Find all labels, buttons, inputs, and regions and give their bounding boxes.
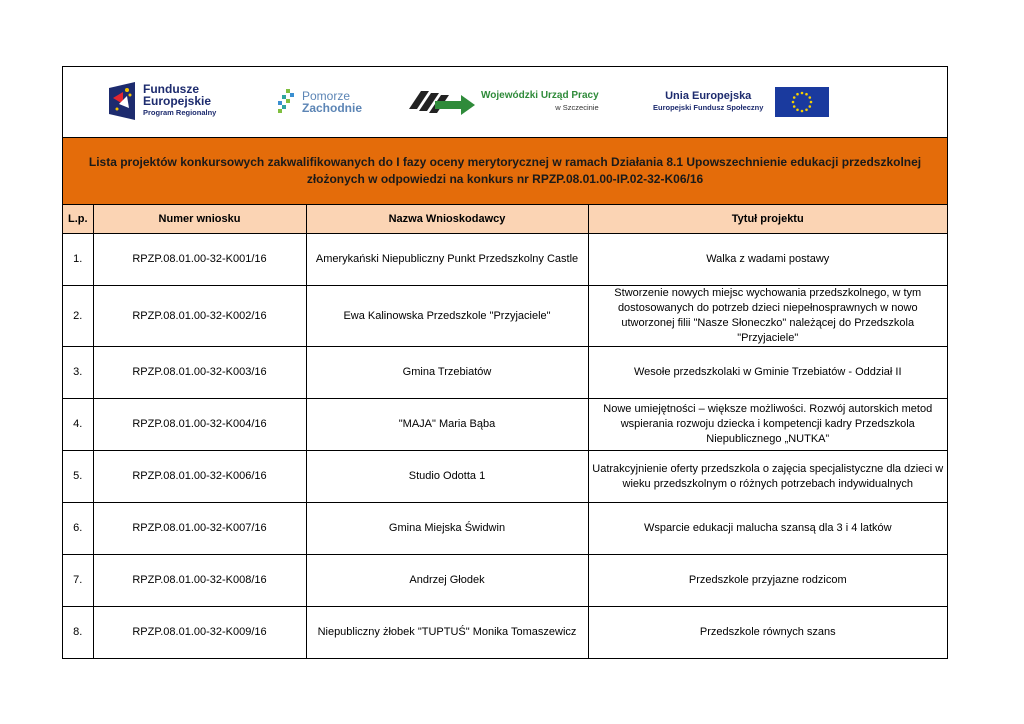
- fundusze-line1: Fundusze: [143, 82, 199, 96]
- cell-nazwa: Ewa Kalinowska Przedszkole "Przyjaciele": [306, 286, 588, 347]
- table-row: [63, 399, 947, 451]
- eu-flag-icon: [775, 87, 829, 117]
- header-tytul-projektu: Tytuł projektu: [588, 205, 947, 234]
- table-header-row: [63, 205, 947, 234]
- pomorze-zachodnie-mark-icon: [276, 87, 298, 117]
- cell-numer: RPZP.08.01.00-32-K007/16: [93, 503, 306, 555]
- title-band: [63, 138, 947, 205]
- cell-tytul: Uatrakcyjnienie oferty przedszkola o zajęcia specjalistyczne dla dzieci w wieku przedszkolnym o różnych potrzebach indywidualnych: [588, 451, 947, 503]
- cell-lp: 7.: [63, 555, 93, 607]
- table-row: [63, 347, 947, 399]
- table-row: [63, 234, 947, 286]
- cell-tytul: Stworzenie nowych miejsc wychowania przedszkolnego, w tym dostosowanych do potrzeb dzieci niepełnosprawnych w nowo utworzonej filii "Nasze Słoneczko" należącej do Przedszkola "Przyjaciele": [588, 286, 947, 347]
- cell-numer: RPZP.08.01.00-32-K003/16: [93, 347, 306, 399]
- header-nazwa-wnioskodawcy: Nazwa Wnioskodawcy: [306, 205, 588, 234]
- wup-arrow-icon: [409, 87, 475, 117]
- projects-table: [63, 205, 947, 659]
- cell-tytul: Wsparcie edukacji malucha szansą dla 3 i 4 latków: [588, 503, 947, 555]
- cell-numer: RPZP.08.01.00-32-K006/16: [93, 451, 306, 503]
- cell-lp: 4.: [63, 399, 93, 451]
- cell-nazwa: Amerykański Niepubliczny Punkt Przedszkolny Castle: [306, 234, 588, 286]
- wup-line2: w Szczecinie: [555, 103, 599, 112]
- cell-numer: RPZP.08.01.00-32-K008/16: [93, 555, 306, 607]
- cell-nazwa: "MAJA" Maria Bąba: [306, 399, 588, 451]
- cell-nazwa: Gmina Miejska Świdwin: [306, 503, 588, 555]
- logo-band: [63, 67, 947, 138]
- cell-lp: 3.: [63, 347, 93, 399]
- table-row: [63, 555, 947, 607]
- header-numer-wniosku: Numer wniosku: [93, 205, 306, 234]
- ue-line2: Europejski Fundusz Społeczny: [653, 103, 764, 112]
- cell-nazwa: Studio Odotta 1: [306, 451, 588, 503]
- cell-nazwa: Andrzej Głodek: [306, 555, 588, 607]
- cell-numer: RPZP.08.01.00-32-K004/16: [93, 399, 306, 451]
- cell-lp: 8.: [63, 607, 93, 659]
- header-lp: L.p.: [63, 205, 93, 234]
- cell-tytul: Walka z wadami postawy: [588, 234, 947, 286]
- ue-line1: Unia Europejska: [665, 90, 752, 102]
- cell-nazwa: Niepubliczny żłobek "TUPTUŚ" Monika Tomaszewicz: [306, 607, 588, 659]
- cell-lp: 6.: [63, 503, 93, 555]
- cell-tytul: Nowe umiejętności – większe możliwości. Rozwój autorskich metod wspierania rozwoju dziecka i kompetencji kadry Przedszkola Niepublicznego „NUTKA”: [588, 399, 947, 451]
- title-line1: Lista projektów konkursowych zakwalifikowanych do I fazy oceny merytorycznej w ramach Działania 8.1 Upowszechnienie edukacji przedszkolnej: [88, 155, 922, 169]
- unia-europejska-logo: [653, 87, 829, 117]
- table-row: [63, 503, 947, 555]
- wup-line1: Wojewódzki Urząd Pracy: [481, 90, 599, 101]
- cell-numer: RPZP.08.01.00-32-K001/16: [93, 234, 306, 286]
- fundusze-europejskie-emblem-icon: [109, 82, 135, 120]
- pomorze-line1: Pomorze: [302, 89, 351, 103]
- fundusze-line2: Europejskie: [143, 94, 212, 108]
- cell-numer: RPZP.08.01.00-32-K002/16: [93, 286, 306, 347]
- fundusze-line3: Program Regionalny: [143, 108, 217, 117]
- title-line2: złożonych w odpowiedzi na konkurs nr RPZP.08.01.00-IP.02-32-K06/16: [306, 172, 704, 186]
- cell-tytul: Wesołe przedszkolaki w Gminie Trzebiatów - Oddział II: [588, 347, 947, 399]
- cell-tytul: Przedszkole równych szans: [588, 607, 947, 659]
- pomorze-line2: Zachodnie: [302, 101, 363, 115]
- pomorze-zachodnie-logo: [276, 87, 362, 117]
- fundusze-europejskie-logo: [109, 82, 216, 120]
- cell-lp: 2.: [63, 286, 93, 347]
- cell-nazwa: Gmina Trzebiatów: [306, 347, 588, 399]
- cell-lp: 5.: [63, 451, 93, 503]
- cell-lp: 1.: [63, 234, 93, 286]
- cell-numer: RPZP.08.01.00-32-K009/16: [93, 607, 306, 659]
- table-row: [63, 451, 947, 503]
- document-sheet: [62, 66, 948, 659]
- table-row: [63, 607, 947, 659]
- table-row: [63, 286, 947, 347]
- wup-logo: [409, 87, 599, 117]
- cell-tytul: Przedszkole przyjazne rodzicom: [588, 555, 947, 607]
